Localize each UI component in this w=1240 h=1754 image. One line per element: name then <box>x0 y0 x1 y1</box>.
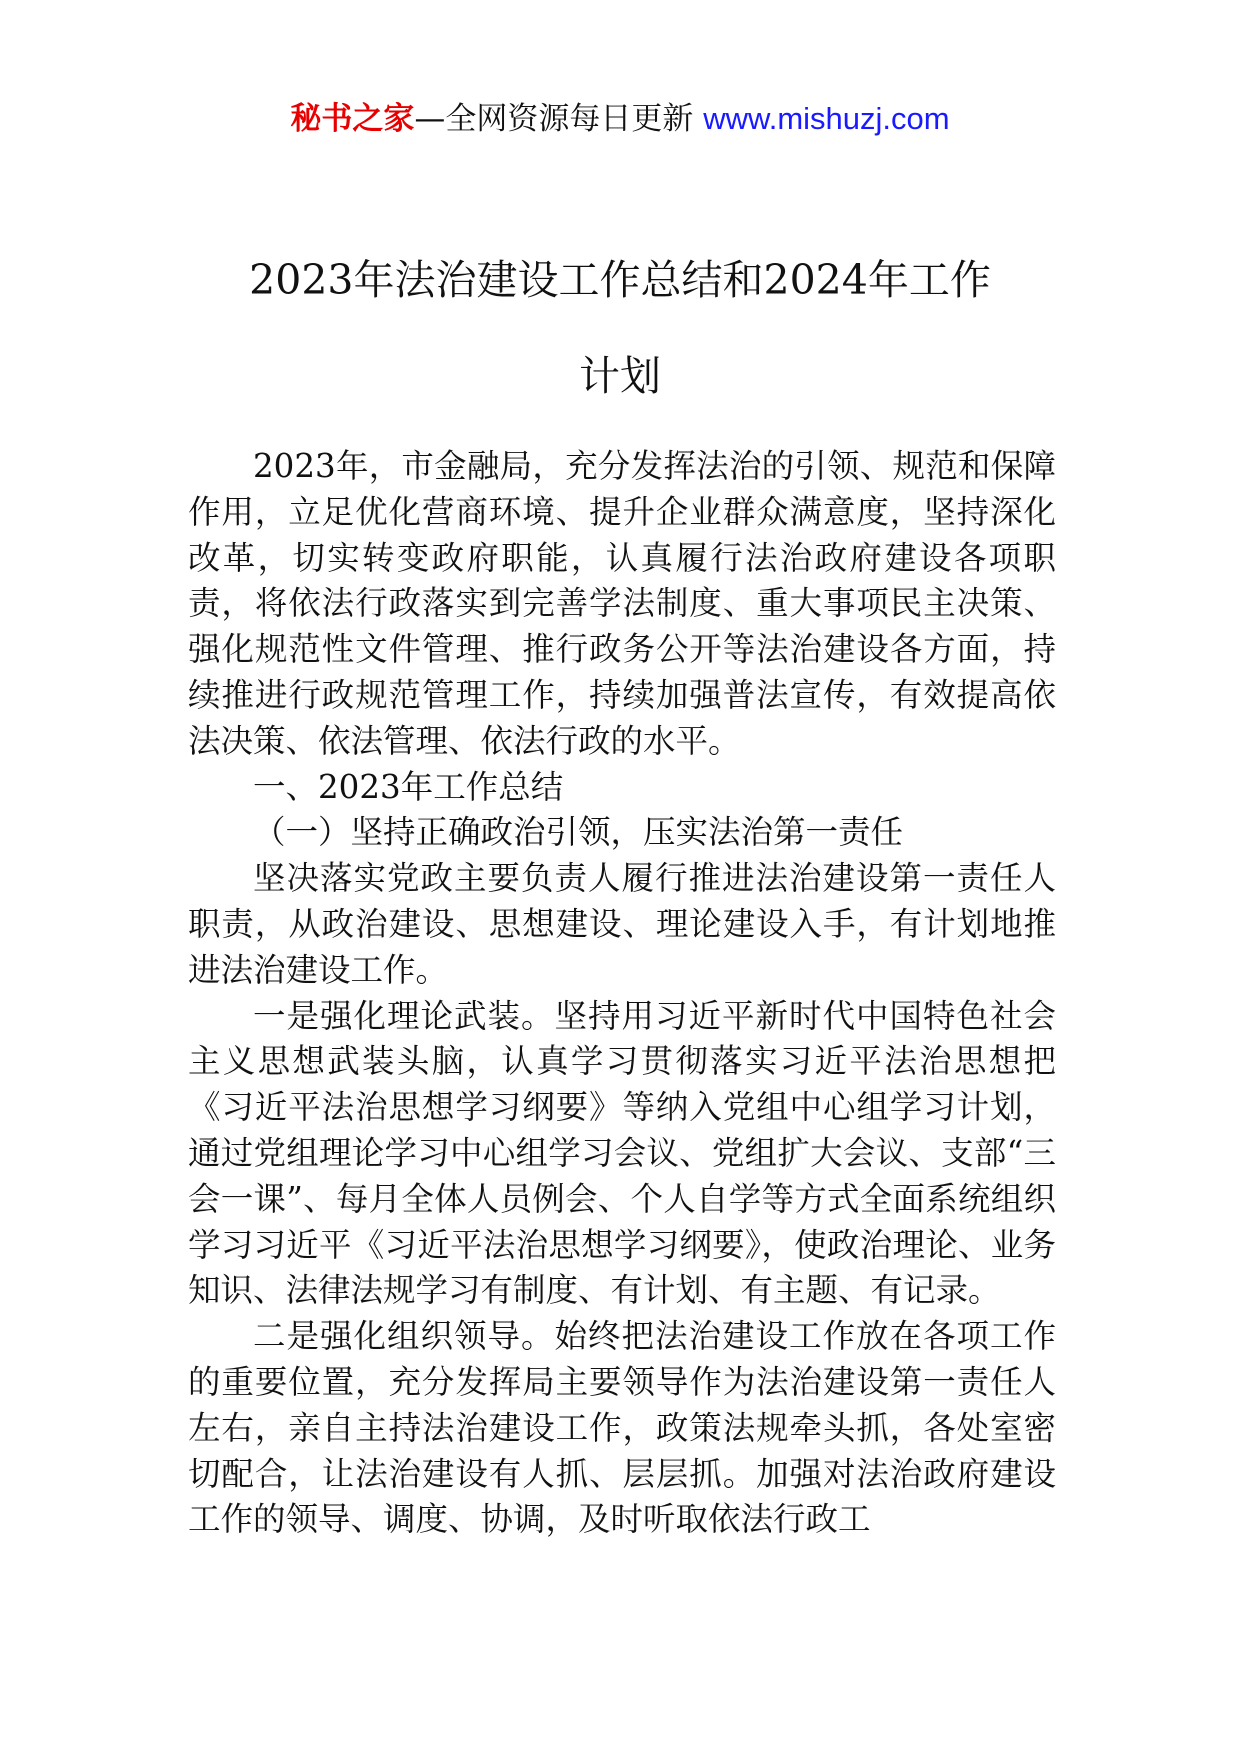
site-header <box>0 100 1240 138</box>
document-title <box>160 232 1080 424</box>
body-paragraph: 坚决落实党政主要负责人履行推进法治建设第一责任人职责，从政治建设、思想建设、理论建设入手，有计划地推进法治建设工作。 <box>188 859 1056 989</box>
body-paragraph: 二是强化组织领导。始终把法治建设工作放在各项工作的重要位置，充分发挥局主要领导作为法治建设第一责任人左右，亲自主持法治建设工作，政策法规牵头抓，各处室密切配合，让法治建设有人抓、层层抓。加强对法治政府建设工作的领导、调度、协调，及时听取依法行政工 <box>188 1317 1056 1539</box>
subsection-heading-1: （一）坚持正确政治引领，压实法治第一责任 <box>253 813 904 852</box>
site-url-link[interactable]: www.mishuzj.com <box>703 101 950 136</box>
document-body <box>188 444 1056 1543</box>
site-brand: 秘书之家 <box>290 101 415 137</box>
document-title-line-2: 计划 <box>579 352 661 400</box>
intro-paragraph: 2023年，市金融局，充分发挥法治的引领、规范和保障作用，立足优化营商环境、提升企业群众满意度，坚持深化改革，切实转变政府职能，认真履行法治政府建设各项职责，将依法行政落实到完善学法制度、重大事项民主决策、强化规范性文件管理、推行政务公开等法治建设各方面，持续推进行政规范管理工作，持续加强普法宣传，有效提高依法决策、依法管理、依法行政的水平。 <box>188 447 1056 760</box>
section-heading-1: 一、2023年工作总结 <box>253 767 564 806</box>
document-title-line-1: 2023年法治建设工作总结和2024年工作 <box>249 256 991 304</box>
body-paragraph: 一是强化理论武装。坚持用习近平新时代中国特色社会主义思想武装头脑，认真学习贯彻落实习近平法治思想把《习近平法治思想学习纲要》等纳入党组中心组学习计划，通过党组理论学习中心组学习会议、党组扩大会议、支部“三会一课”、每月全体人员例会、个人自学等方式全面系统组织学习习近平《习近平法治思想学习纲要》，使政治理论、业务知识、法律法规学习有制度、有计划、有主题、有记录。 <box>188 996 1056 1310</box>
site-tagline: —全网资源每日更新 <box>414 101 694 137</box>
